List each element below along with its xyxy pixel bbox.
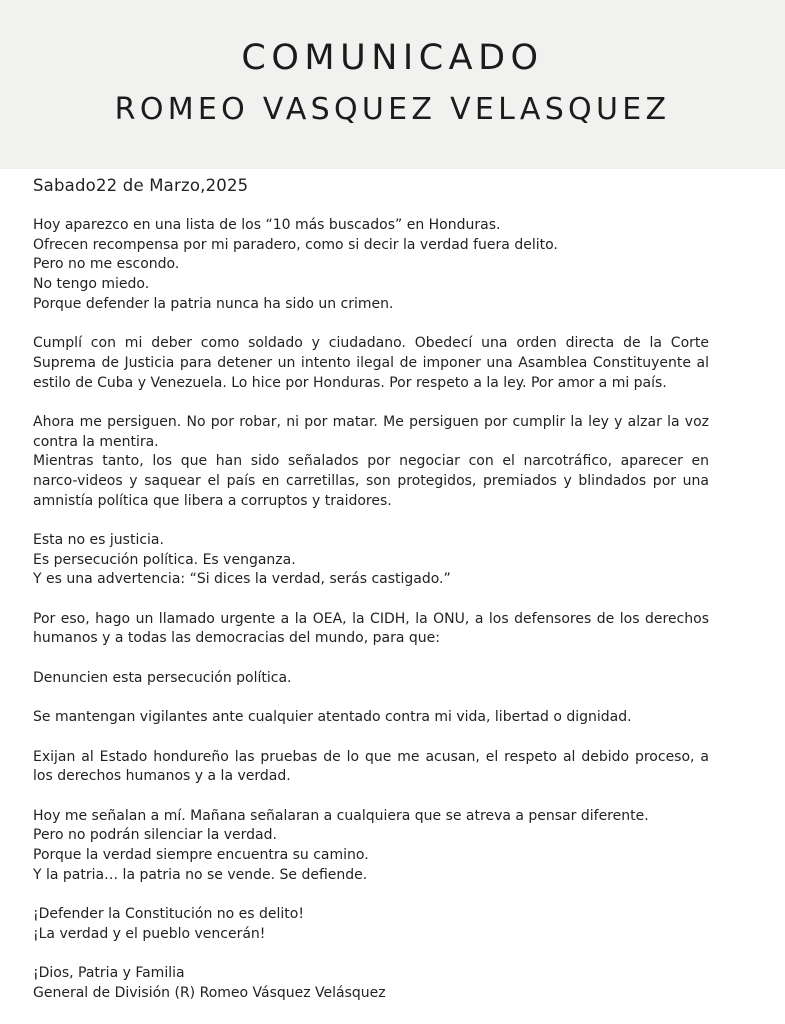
- paragraph-gap: [33, 649, 709, 669]
- paragraph-line: ¡La verdad y el pueblo vencerán!: [33, 925, 266, 942]
- paragraph-line: Es persecución política. Es venganza.: [33, 551, 296, 568]
- paragraph-gap: [33, 511, 709, 531]
- paragraph: [33, 708, 709, 728]
- paragraph-line: Porque defender la patria nunca ha sido un crimen.: [33, 295, 394, 312]
- paragraph-gap: [33, 885, 709, 905]
- paragraph-line: Hoy aparezco en una lista de los “10 más buscados” en Honduras.: [33, 217, 501, 233]
- paragraph-line: Pero no me escondo.: [33, 256, 180, 273]
- paragraph-line: contra la mentira.: [33, 433, 159, 450]
- paragraph: [33, 413, 709, 511]
- paragraph: [33, 531, 709, 590]
- paragraph-line: Denuncien esta persecución política.: [33, 669, 292, 686]
- paragraph-line: ¡Defender la Constitución no es delito!: [33, 906, 304, 923]
- paragraph-line: Se mantengan vigilantes ante cualquier atentado contra mi vida, libertad o dignidad.: [33, 709, 632, 726]
- paragraph-line: Cumplí con mi deber como soldado y ciudadano. Obedecí una orden directa de la Corte: [33, 335, 709, 352]
- paragraph: [33, 905, 709, 944]
- paragraph: [33, 216, 709, 314]
- paragraph-line: amnistía política que libera a corruptos y traidores.: [33, 492, 392, 509]
- paragraph-line: Ofrecen recompensa por mi paradero, como si decir la verdad fuera delito.: [33, 236, 558, 253]
- paragraph: [33, 964, 709, 1003]
- paragraph-gap: [33, 689, 709, 709]
- paragraph-line: Hoy me señalan a mí. Mañana señalaran a cualquiera que se atreva a pensar diferente.: [33, 807, 649, 824]
- paragraph-line: Y es una advertencia: “Si dices la verdad, serás castigado.”: [33, 571, 451, 588]
- paragraph-gap: [33, 314, 709, 334]
- paragraph-gap: [33, 787, 709, 807]
- paragraph-gap: [33, 393, 709, 413]
- paragraph-gap: [33, 728, 709, 748]
- paragraph-line: Pero no podrán silenciar la verdad.: [33, 827, 277, 844]
- paragraph-line: Y la patria… la patria no se vende. Se defiende.: [33, 866, 368, 883]
- paragraph-line: Por eso, hago un llamado urgente a la OEA, la CIDH, la ONU, a los defensores de los derechos: [33, 610, 709, 627]
- paragraph-line: los derechos humanos y a la verdad.: [33, 768, 291, 785]
- document-body: [33, 216, 709, 1004]
- paragraph: [33, 807, 709, 886]
- document-title: COMUNICADO: [241, 38, 544, 78]
- paragraph-line: ¡Dios, Patria y Familia: [33, 965, 185, 982]
- document-date: Sabado22 de Marzo,2025: [33, 176, 249, 195]
- paragraph-line: No tengo miedo.: [33, 276, 150, 293]
- paragraph: [33, 610, 709, 649]
- paragraph-line: Mientras tanto, los que han sido señalados por negociar con el narcotráfico, aparecer en: [33, 453, 709, 470]
- paragraph-line: General de División (R) Romeo Vásquez Velásquez: [33, 984, 386, 1001]
- paragraph: [33, 334, 709, 393]
- paragraph-line: humanos y a todas las democracias del mundo, para que:: [33, 630, 440, 647]
- paragraph-line: Suprema de Justicia para detener un intento ilegal de imponer una Asamblea Constituyente al: [33, 354, 709, 371]
- paragraph-line: Exijan al Estado hondureño las pruebas de lo que me acusan, el respeto al debido proceso, a: [33, 748, 709, 765]
- paragraph-line: Porque la verdad siempre encuentra su camino.: [33, 847, 369, 863]
- paragraph-line: Esta no es justicia.: [33, 532, 164, 548]
- paragraph-line: estilo de Cuba y Venezuela. Lo hice por Honduras. Por respeto a la ley. Por amor a mi país.: [33, 374, 667, 391]
- paragraph-line: Ahora me persiguen. No por robar, ni por matar. Me persiguen por cumplir la ley y alzar la voz: [33, 413, 709, 430]
- paragraph-line: narco-videos y saquear el país en carretillas, son protegidos, premiados y blindados por una: [33, 472, 709, 489]
- author-name-heading: ROMEO VASQUEZ VELASQUEZ: [114, 92, 671, 127]
- header-banner: [0, 0, 785, 169]
- paragraph: [33, 748, 709, 787]
- paragraph-gap: [33, 590, 709, 610]
- paragraph-gap: [33, 944, 709, 964]
- paragraph: [33, 669, 709, 689]
